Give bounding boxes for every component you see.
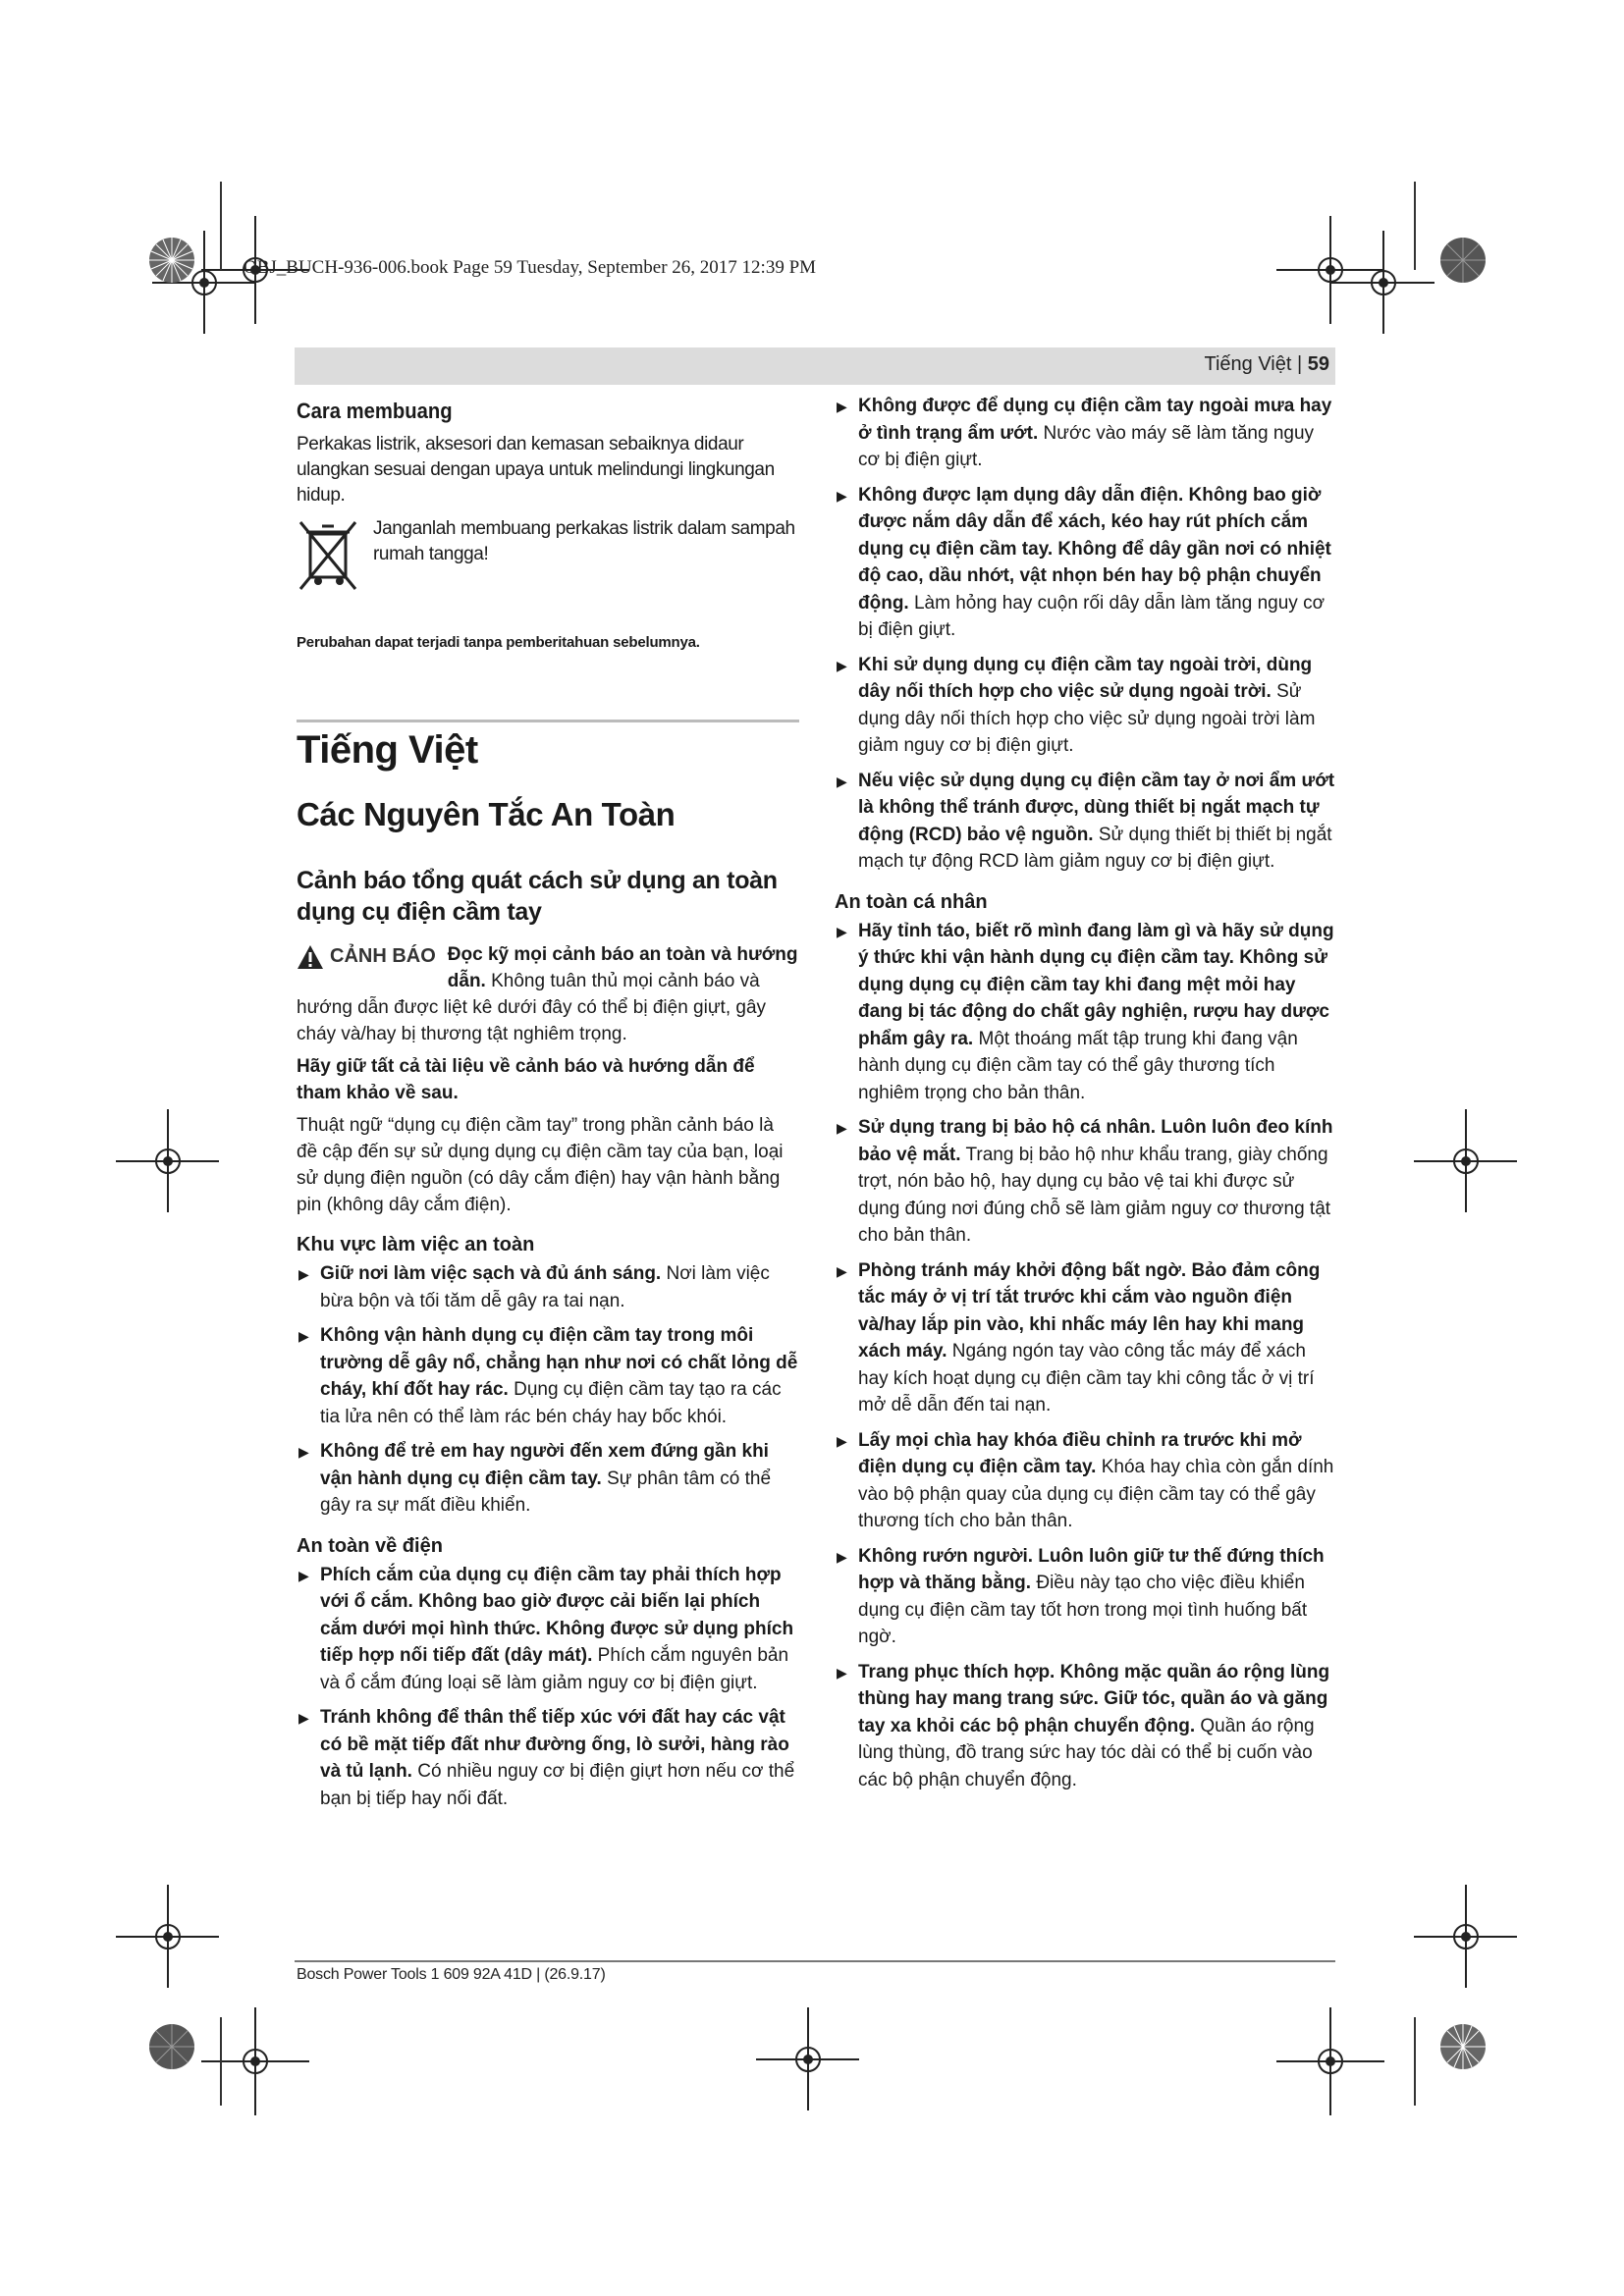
color-wheel-icon xyxy=(1438,2022,1488,2071)
list-item: ▶ Phòng tránh máy khởi động bất ngờ. Bảo đảm công tắc máy ở vị trí tắt trước khi cắm vào nguồn điện và/hay lắp pin vào, khi nhấc máy lên hay khi mang xách máy. Ngáng ngón tay vào công tắc máy để xách hay kích hoạt dụng cụ điện cầm tay khi công tắc ở vị trí mở dễ dẫn đến tai nạn. xyxy=(837,1259,1321,1415)
color-wheel-icon xyxy=(147,236,196,285)
left-column xyxy=(297,393,799,1820)
registration-mark xyxy=(756,2007,859,2110)
work-area-heading: Khu vực làm việc an toàn xyxy=(297,1234,535,1255)
registration-mark xyxy=(116,1885,219,1988)
trim-line xyxy=(1414,2017,1416,2106)
list-item: ▶ Sử dụng trang bị bảo hộ cá nhân. Luôn luôn đeo kính bảo vệ mắt. Trang bị bảo hộ như khẩu trang, giày chống trợt, nón bảo hộ, hay dụng cụ bảo vệ tai khi được sử dụng đúng nơi đúng chỗ sẽ làm giảm nguy cơ thương tật cho bản thân. xyxy=(837,1117,1333,1246)
personal-list xyxy=(835,918,1335,1794)
color-wheel-icon xyxy=(147,2022,196,2071)
list-item: ▶ Hãy tỉnh táo, biết rõ mình đang làm gì và hãy sử dụng ý thức khi vận hành dụng cụ điện cầm tay. Không sử dụng dụng cụ điện cầm tay khi đang mệt mỏi hay đang bị tác động do chất gây nghiện, rượu hay dược phẩm gây ra. Một thoáng mất tập trung khi đang vận hành dụng cụ điện cầm tay có thể gây thương tích nghiêm trọng cho bản thân. xyxy=(837,920,1334,1103)
footer-text: Bosch Power Tools 1 609 92A 41D | (26.9.17) xyxy=(297,1966,606,1983)
running-head-section: Tiếng Việt xyxy=(1204,353,1292,375)
list-item: ▶ Nếu việc sử dụng dụng cụ điện cầm tay ở nơi ẩm ướt là không thể tránh được, dùng thiết bị ngắt mạch tự động (RCD) bảo vệ nguồn. Sử dụng thiết bị thiết bị ngắt mạch tự động RCD làm giảm nguy cơ bị điện giựt. xyxy=(837,770,1335,872)
right-column xyxy=(835,393,1335,1801)
registration-mark xyxy=(1414,1109,1517,1212)
list-item: ▶ Không vận hành dụng cụ điện cầm tay trong môi trường dễ gây nổ, chẳng hạn như nơi có chất lỏng dễ cháy, khí đốt hay rác. Dụng cụ điện cầm tay tạo ra các tia lửa nên có thể làm rác bén cháy hay bốc khói. xyxy=(298,1325,798,1427)
warning-bold-text: Đọc kỹ mọi cảnh báo an toàn và hướng dẫn. xyxy=(447,944,798,991)
safety-heading: Các Nguyên Tắc An Toàn xyxy=(297,796,676,832)
weee-text: Janganlah membuang perkakas listrik dalam sampah rumah tangga! xyxy=(373,518,795,564)
warning-text: Không tuân thủ mọi cảnh báo và hướng dẫn được liệt kê dưới đây có thể bị điện giựt, gây cháy và/hay bị thương tật nghiêm trọng. xyxy=(297,971,767,1044)
language-title: Tiếng Việt xyxy=(297,728,478,772)
disposal-paragraph: Perkakas listrik, aksesori dan kemasan sebaiknya didaur ulangkan sesuai dengan upaya untuk melindungi lingkungan hidup. xyxy=(297,434,775,506)
electrical-list-continued xyxy=(835,393,1335,876)
list-item: ▶ Không được lạm dụng dây dẫn điện. Không bao giờ được nắm dây dẫn để xách, kéo hay rút phích cắm dụng cụ điện cầm tay. Không để dây gần nơi có nhiệt độ cao, dầu nhớt, vật nhọn bén hay bộ phận chuyển động. Làm hỏng hay cuộn rối dây dẫn làm tăng nguy cơ bị điện giựt. xyxy=(837,484,1331,640)
footer-rule xyxy=(295,1960,1335,1962)
weee-notice xyxy=(297,516,799,595)
term-paragraph: Thuật ngữ “dụng cụ điện cầm tay” trong phần cảnh báo là đề cập đến sự sử dụng dụng cụ điện cầm tay của bạn, loại sử dụng điện nguồn (có dây cắm điện) hay vận hành bằng pin (không dây cắm điện). xyxy=(297,1115,784,1215)
keep-instructions: Hãy giữ tất cả tài liệu về cảnh báo và hướng dẫn để tham khảo về sau. xyxy=(297,1056,755,1103)
change-notice: Perubahan dapat terjadi tanpa pemberitahuan sebelumnya. xyxy=(297,634,700,651)
list-item: ▶ Giữ nơi làm việc sạch và đủ ánh sáng. Nơi làm việc bừa bộn và tối tăm dễ gây ra tai nạn. xyxy=(298,1263,770,1311)
warning-block xyxy=(297,941,799,1047)
registration-mark xyxy=(201,2007,309,2115)
list-item: ▶ Tránh không để thân thể tiếp xúc với đất hay các vật có bề mặt tiếp đất như đường ống, lò sưởi, hàng rào và tủ lạnh. Có nhiều nguy cơ bị điện giựt hơn nếu cơ thể bạn bị tiếp hay nối đất. xyxy=(298,1707,795,1809)
list-item: ▶ Không để trẻ em hay người đến xem đứng gần khi vận hành dụng cụ điện cầm tay. Sự phân tâm có thể gây ra sự mất điều khiển. xyxy=(298,1441,772,1516)
page-number: 59 xyxy=(1307,353,1329,375)
registration-mark xyxy=(1276,2007,1384,2115)
list-item: ▶ Lấy mọi chìa hay khóa điều chỉnh ra trước khi mở điện dụng cụ điện cầm tay. Khóa hay chìa còn gắn dính vào bộ phận quay của dụng cụ điện cầm tay có thể gây thương tích cho bản thân. xyxy=(837,1429,1334,1531)
trim-line xyxy=(220,182,222,270)
trim-line xyxy=(1414,182,1416,270)
header-band xyxy=(295,347,1335,385)
electrical-heading: An toàn về điện xyxy=(297,1534,443,1557)
disposal-heading: Cara membuang xyxy=(297,399,453,423)
warning-label: CẢNH BÁO xyxy=(330,945,436,967)
color-wheel-icon xyxy=(1438,236,1488,285)
file-info: OBJ_BUCH-936-006.book Page 59 Tuesday, September 26, 2017 12:39 PM xyxy=(244,257,817,278)
list-item: ▶ Không được để dụng cụ điện cầm tay ngoài mưa hay ở tình trạng ẩm ướt. Nước vào máy sẽ làm tăng nguy cơ bị điện giựt. xyxy=(837,396,1332,470)
list-item: ▶ Trang phục thích hợp. Không mặc quần áo rộng lùng thùng hay mang trang sức. Giữ tóc, quần áo và găng tay xa khỏi các bộ phận chuyển động. Quần áo rộng lùng thùng, đồ trang sức hay tóc dài có thể bị cuốn vào các bộ phận chuyển động. xyxy=(837,1661,1330,1790)
general-warning-heading: Cảnh báo tổng quát cách sử dụng an toàn dụng cụ điện cầm tay xyxy=(297,867,778,926)
electrical-list xyxy=(297,1562,799,1813)
registration-mark xyxy=(1276,216,1384,324)
work-area-list xyxy=(297,1260,799,1520)
list-item: ▶ Không rướn người. Luôn luôn giữ tư thế đứng thích hợp và thăng bằng. Điều này tạo cho việc điều khiển dụng cụ điện cầm tay tốt hơn trong mọi tình huống bất ngờ. xyxy=(837,1545,1325,1647)
warning-triangle-icon xyxy=(297,944,324,970)
warning-badge xyxy=(297,943,436,970)
section-divider xyxy=(297,720,799,722)
trim-line xyxy=(220,2017,222,2106)
personal-heading: An toàn cá nhân xyxy=(835,890,988,913)
crossed-bin-icon xyxy=(297,516,359,595)
registration-mark xyxy=(1414,1885,1517,1988)
registration-mark xyxy=(116,1109,219,1212)
list-item: ▶ Khi sử dụng dụng cụ điện cầm tay ngoài trời, dùng dây nối thích hợp cho việc sử dụng ngoài trời. Sử dụng dây nối thích hợp cho việc sử dụng ngoài trời làm giảm nguy cơ bị điện giựt. xyxy=(837,654,1316,756)
list-item: ▶ Phích cắm của dụng cụ điện cầm tay phải thích hợp với ổ cắm. Không bao giờ được cải biến lại phích cắm dưới mọi hình thức. Không được sử dụng phích tiếp hợp nối tiếp đất (dây mát). Phích cắm nguyên bản và ổ cắm đúng loại sẽ làm giảm nguy cơ bị điện giựt. xyxy=(298,1564,794,1693)
running-head: Tiếng Việt | 59 xyxy=(1204,353,1329,375)
